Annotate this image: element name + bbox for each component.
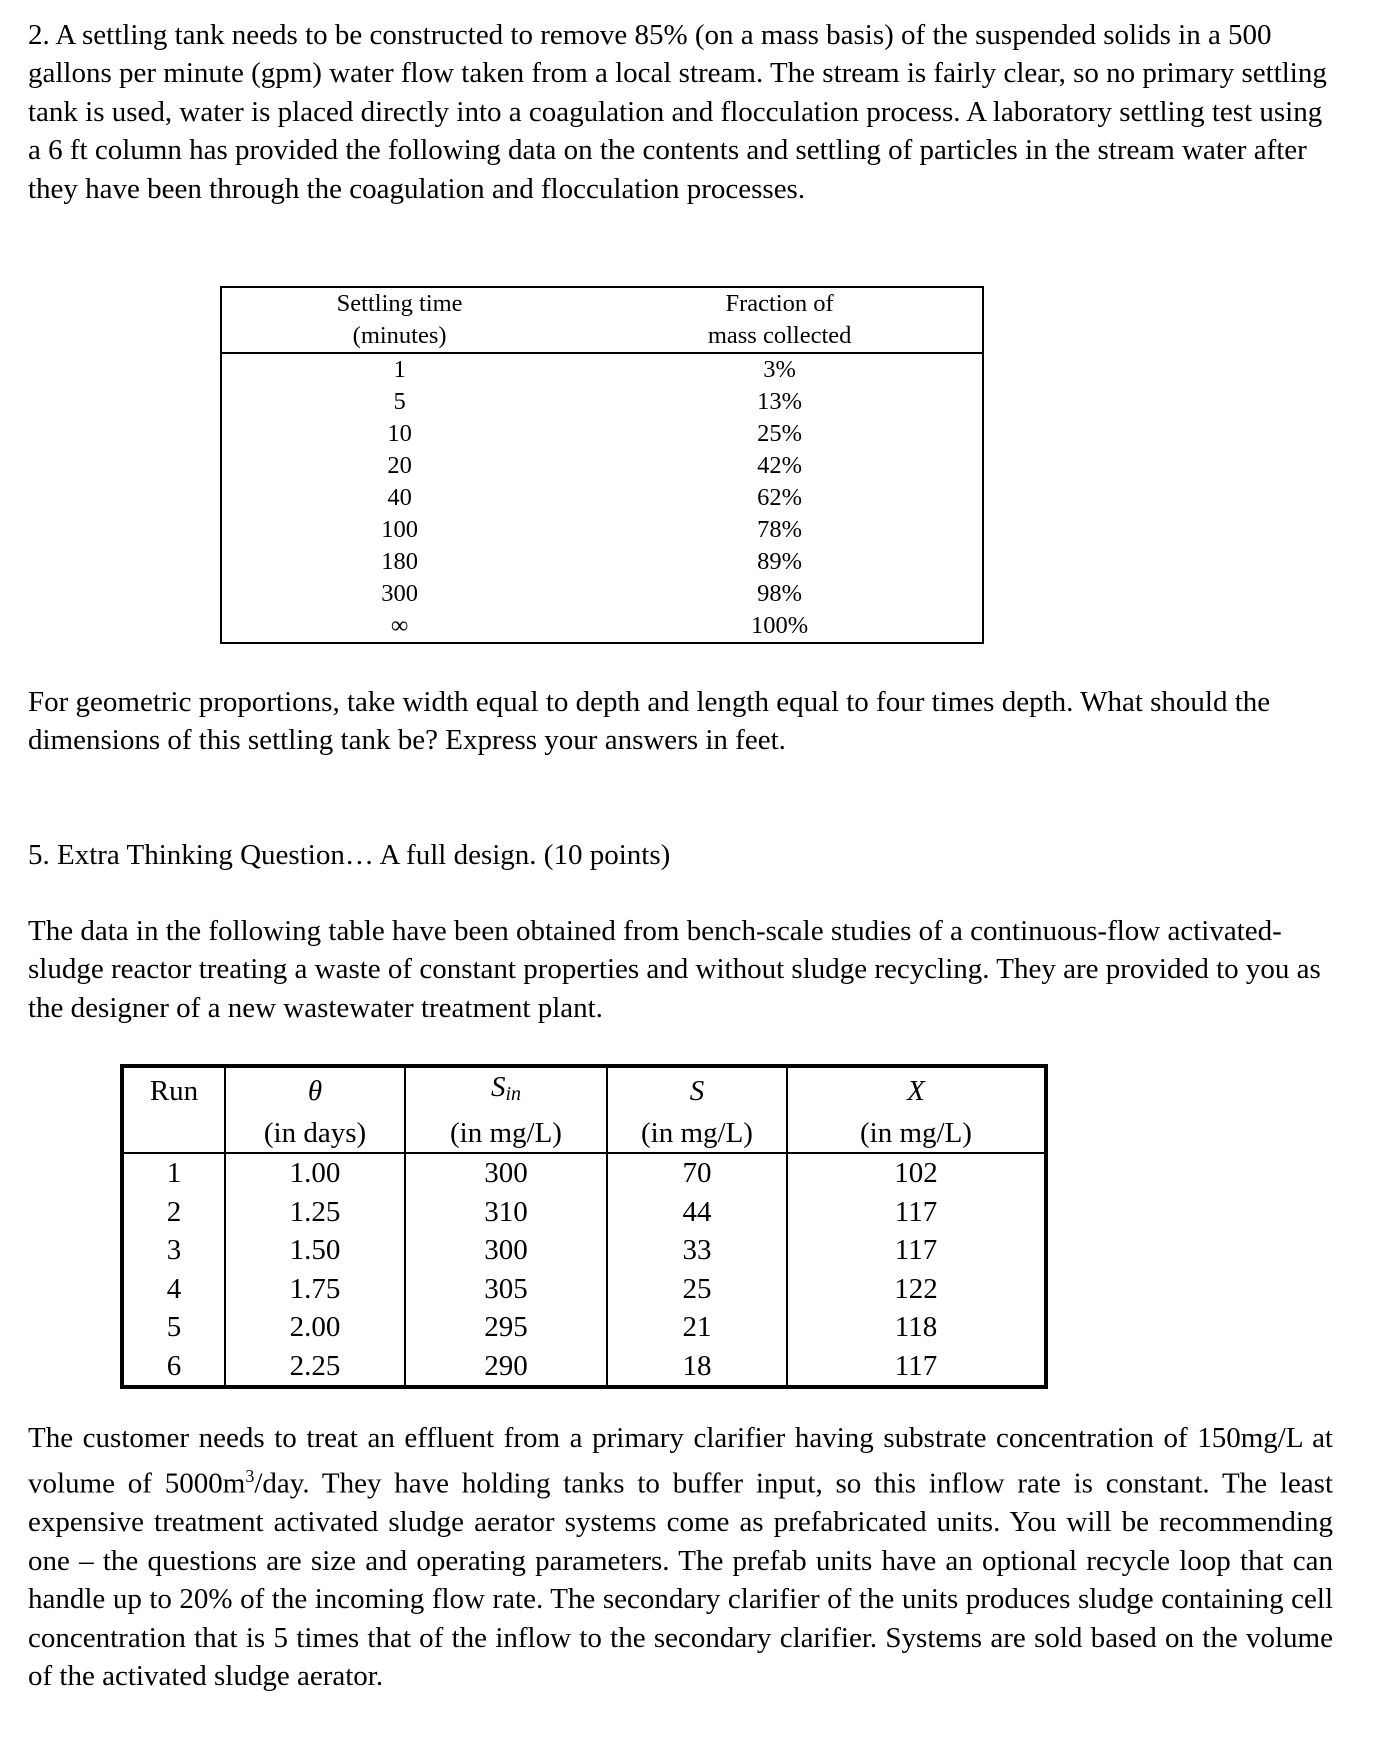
table-cell: 117 <box>787 1193 1046 1232</box>
table-row <box>221 578 983 610</box>
header-settling-time-unit: (minutes) <box>221 320 577 353</box>
body-text: The customer needs to treat an effluent from a primary clarifier having substrate concentration of 150mg/L at volume of 5000m <box>28 1422 1333 1501</box>
table-cell: 117 <box>787 1231 1046 1270</box>
header-sin-unit: (in mg/L) <box>405 1114 607 1154</box>
table-cell: 300 <box>405 1231 607 1270</box>
table-row <box>122 1270 1046 1309</box>
table-cell: 5 <box>166 1311 182 1343</box>
table-cell: 18 <box>607 1347 787 1388</box>
table-row <box>221 546 983 578</box>
sin-subscript: in <box>505 1083 522 1105</box>
table-cell: 295 <box>405 1308 607 1347</box>
table-cell: 305 <box>405 1270 607 1309</box>
table-cell: 1.75 <box>225 1270 405 1309</box>
settling-test-table <box>220 286 984 644</box>
header-sin <box>405 1066 607 1114</box>
problem2-intro: 2. A settling tank needs to be constructed to remove 85% (on a mass basis) of the suspended solids in a 500 gallons per minute (gpm) water flow taken from a local stream. The stream is fairly clear, so no primary settling tank is used, water is placed directly into a coagulation and flocculation process. A laboratory settling test using a 6 ft column has provided the following data on the contents and settling of particles in the stream water after they have been through the coagulation and flocculation processes. <box>28 19 1327 205</box>
superscript: 3 <box>245 1466 255 1487</box>
header-x: X <box>787 1066 1046 1114</box>
table-cell: 25 <box>607 1270 787 1309</box>
header-fraction: Fraction of <box>725 290 834 317</box>
table-cell: 1 <box>393 356 406 383</box>
table-cell: 42% <box>757 452 803 479</box>
table-cell: 310 <box>405 1193 607 1232</box>
header-s-unit: (in mg/L) <box>607 1114 787 1154</box>
table-row <box>221 514 983 546</box>
table-cell: 25% <box>757 420 803 447</box>
table-row <box>221 450 983 482</box>
table-cell: 118 <box>787 1308 1046 1347</box>
table-cell: 6 <box>166 1349 182 1382</box>
table-cell: 1 <box>166 1157 182 1189</box>
table-cell: 13% <box>757 388 803 415</box>
header-settling-time: Settling time <box>336 290 463 317</box>
table-cell: 78% <box>757 516 803 543</box>
table-cell: 2.00 <box>225 1308 405 1347</box>
header-x-unit: (in mg/L) <box>787 1114 1046 1154</box>
table-cell: 3 <box>166 1234 182 1266</box>
table-header-row <box>221 287 983 320</box>
table-cell: 5 <box>393 388 406 415</box>
table-cell: 100 <box>381 516 418 543</box>
header-theta: θ <box>225 1066 405 1114</box>
table-header-row <box>122 1066 1046 1114</box>
table-cell: 100% <box>751 612 809 639</box>
header-theta-unit: (in days) <box>225 1114 405 1154</box>
table-cell: 117 <box>787 1347 1046 1388</box>
table-row <box>221 610 983 643</box>
table-cell: 2 <box>166 1195 182 1228</box>
table-cell: 21 <box>607 1308 787 1347</box>
table-row <box>221 418 983 450</box>
table-cell: 3% <box>763 356 796 383</box>
table-cell: 300 <box>405 1153 607 1193</box>
table-row <box>122 1231 1046 1270</box>
table-cell: 33 <box>607 1231 787 1270</box>
table-cell: 98% <box>757 580 803 607</box>
table-row <box>221 353 983 386</box>
header-run: Run <box>149 1074 199 1107</box>
sin-symbol: S <box>490 1071 506 1103</box>
header-s: S <box>607 1066 787 1114</box>
table-row <box>122 1308 1046 1347</box>
table-cell: 70 <box>607 1153 787 1193</box>
table-cell: 102 <box>787 1153 1046 1193</box>
problem5-intro: The data in the following table have been obtained from bench-scale studies of a continuous-flow activated-sludge reactor treating a waste of constant properties and without sludge recycling. They are provided to you as the designer of a new wastewater treatment plant. <box>28 915 1321 1024</box>
table-cell: 1.00 <box>225 1153 405 1193</box>
table-row <box>122 1153 1046 1193</box>
table-cell: 1.50 <box>225 1231 405 1270</box>
table-row <box>122 1347 1046 1388</box>
table-cell: 89% <box>757 548 803 575</box>
table-cell: 20 <box>387 452 412 479</box>
table-row <box>221 386 983 418</box>
table-cell: 300 <box>381 580 418 607</box>
table-cell: 290 <box>405 1347 607 1388</box>
table-cell: 1.25 <box>225 1193 405 1232</box>
activated-sludge-table <box>120 1064 1048 1389</box>
problem5-body <box>28 1419 1333 1696</box>
table-cell: 10 <box>387 420 412 447</box>
table-cell: 44 <box>607 1193 787 1232</box>
table-cell: 180 <box>381 548 418 575</box>
header-fraction-unit: mass collected <box>577 320 983 353</box>
table-cell: 40 <box>387 484 412 511</box>
table-cell: ∞ <box>390 612 409 639</box>
table-header-row <box>221 320 983 353</box>
table-cell: 4 <box>166 1272 182 1305</box>
body-text-cont: /day. They have holding tanks to buffer input, so this inflow rate is constant. The least expensive treatment activated sludge aerator systems come as prefabricated units. You will be recommending one – the questions are size and operating parameters. The prefab units have an optional recycle loop that can handle up to 20% of the incoming flow rate. The secondary clarifier of the units produces sludge containing cell concentration that is 5 times that of the inflow to the secondary clarifier. Systems are sold based on the volume of the activated sludge aerator. <box>28 1468 1333 1693</box>
table-row <box>221 482 983 514</box>
table-cell: 62% <box>757 484 803 511</box>
table-row <box>122 1193 1046 1232</box>
table-cell: 122 <box>787 1270 1046 1309</box>
table-cell: 2.25 <box>225 1347 405 1388</box>
problem2-question: For geometric proportions, take width equal to depth and length equal to four times depth. What should the dimensions of this settling tank be? Express your answers in feet. <box>28 686 1271 757</box>
header-run-unit <box>122 1114 225 1154</box>
problem5-title: 5. Extra Thinking Question… A full design. (10 points) <box>28 839 671 871</box>
table-header-row <box>122 1114 1046 1154</box>
